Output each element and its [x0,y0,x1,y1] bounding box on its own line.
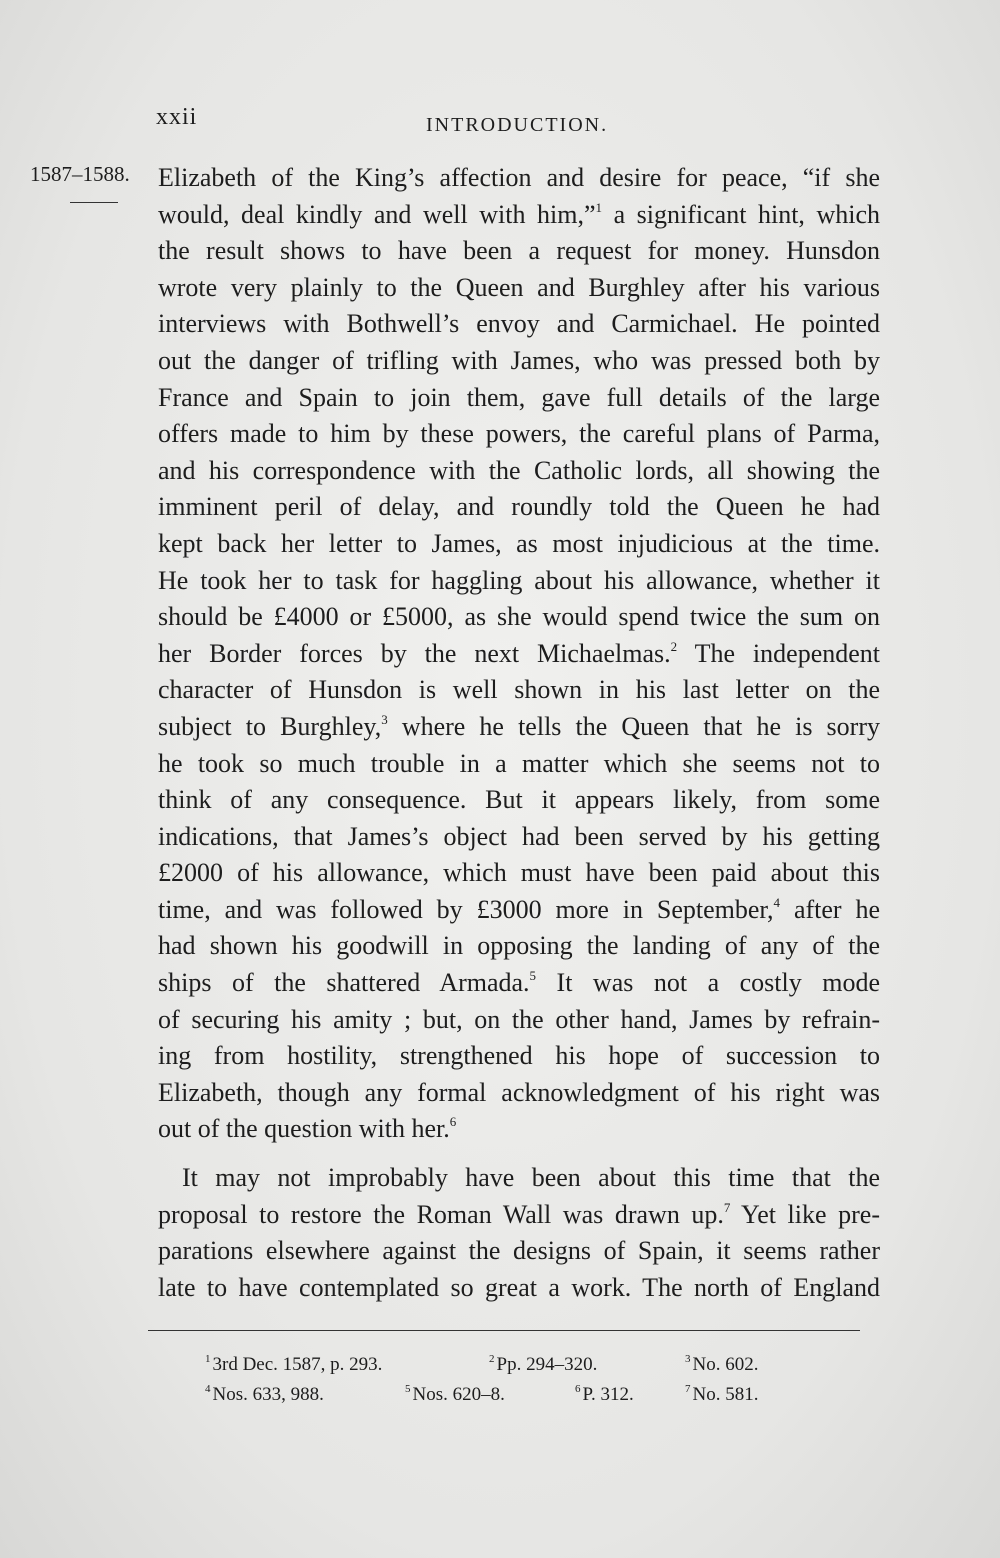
running-head: INTRODUCTION. [426,114,609,136]
body-text [158,160,880,1306]
footnote: $^3$ No. 602. [685,1353,759,1375]
text-line: time, and was followed by £3000 more in September,$^4$ after he [158,894,880,924]
footnotes [205,1350,805,1410]
footnote-row [205,1380,805,1410]
text-line: proposal to restore the Roman Wall was drawn up.$^7$ Yet like pre- [158,1199,880,1229]
text-line: had shown his goodwill in opposing the landing of any of the [158,931,880,961]
footnote-rule [148,1330,860,1331]
text-line: kept back her letter to James, as most injudicious at the time. [158,528,880,558]
page-number: xxii [156,104,198,130]
text-line: of securing his amity ; but, on the other hand, James by refrain- [158,1004,880,1034]
footnote-ref: 4 [773,894,781,910]
text-line: and his correspondence with the Catholic lords, all showing the [158,455,880,485]
text-line: imminent peril of delay, and roundly told the Queen he had [158,492,880,522]
text-line: wrote very plainly to the Queen and Burghley after his various [158,272,880,302]
text-line: the result shows to have been a request for money. Hunsdon [158,236,880,266]
text-line: £2000 of his allowance, which must have been paid about this [158,858,880,888]
text-line: late to have contemplated so great a work. The north of England [158,1272,880,1302]
text-line: He took her to task for haggling about his allowance, whether it [158,565,880,595]
footnote-ref: 6 [449,1114,457,1130]
text-line: ships of the shattered Armada.$^5$ It was not a costly mode [158,968,881,998]
margin-year-marker: 1587–1588. [30,162,130,186]
text-line: would, deal kindly and well with him,”$^1$ a significant hint, which [158,199,881,229]
text-line: parations elsewhere against the designs of Spain, it seems rather [158,1236,880,1266]
footnote: $^6$ P. 312. [575,1383,634,1405]
text-line: offers made to him by these powers, the careful plans of Parma, [158,419,880,449]
footnote-ref: 7 [723,1199,731,1215]
text-line: interviews with Bothwell’s envoy and Carmichael. He pointed [158,309,880,339]
footnote-ref: 5 [529,968,537,984]
footnote: $^5$ Nos. 620–8. [405,1383,505,1405]
text-line: ing from hostility, strengthened his hope of succession to [158,1041,880,1071]
text-line: France and Spain to join them, gave full details of the large [158,382,880,412]
text-line: he took so much trouble in a matter which she seems not to [158,748,880,778]
footnote-ref: 1 [595,199,603,215]
footnote-ref: 3 [381,711,388,727]
text-line: It may not improbably have been about this time that the [182,1163,880,1193]
footnote: $^7$ No. 581. [685,1383,759,1405]
text-line: should be £4000 or £5000, as she would spend twice the sum on [158,602,880,632]
footnote-ref: 2 [670,638,678,654]
margin-rule [70,202,118,203]
footnote: $^2$ Pp. 294–320. [489,1353,598,1375]
text-line: Elizabeth, though any formal acknowledgment of his right was [158,1077,880,1107]
text-line: character of Hunsdon is well shown in his last letter on the [158,675,880,705]
text-line: her Border forces by the next Michaelmas.$^2$ The independent [158,638,880,668]
text-line: out of the question with her.$^6$ [158,1114,457,1144]
footnote: $^4$ Nos. 633, 988. [205,1383,324,1405]
footnote: $^1$ 3rd Dec. 1587, p. 293. [205,1353,383,1375]
text-line: Elizabeth of the King’s affection and desire for peace, “if she [158,163,880,192]
text-line: think of any consequence. But it appears likely, from some [158,785,880,815]
text-line: out the danger of trifling with James, who was pressed both by [158,345,880,375]
text-line: indications, that James’s object had been served by his getting [158,821,880,851]
footnote-row [205,1350,805,1380]
text-line: subject to Burghley,$^3$ where he tells the Queen that he is sorry [158,711,880,741]
paragraph-gap [158,1148,880,1160]
